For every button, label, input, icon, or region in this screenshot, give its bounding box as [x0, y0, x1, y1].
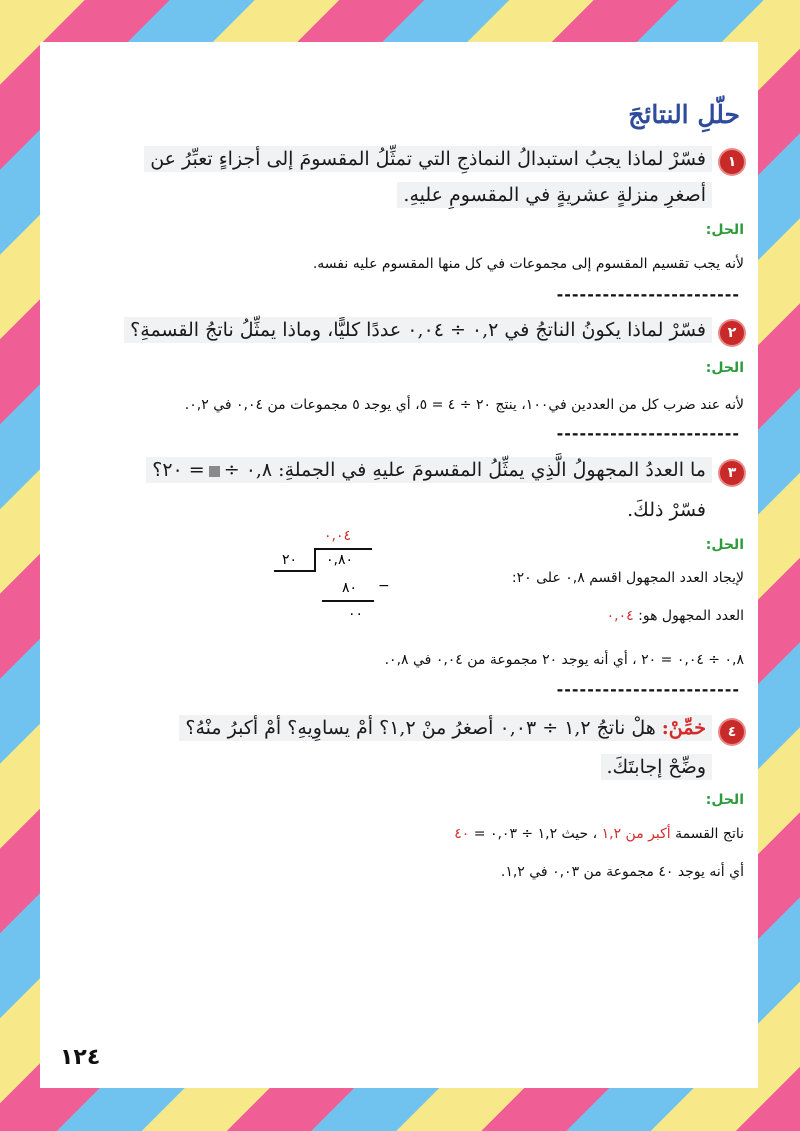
separator-1: ------------------------ [556, 285, 740, 304]
division-minus: − [378, 578, 390, 594]
question-1-line-2: أصغرِ منزلةٍ عشريةٍ في المقسومِ عليهِ. [397, 182, 712, 208]
division-remainder: ٠٠ [348, 606, 364, 622]
unknown-value: ٠,٠٤ [606, 608, 634, 624]
question-3-unknown-line [607, 608, 744, 624]
long-division [268, 530, 398, 630]
question-3-text-a: ما العددُ المجهولُ الَّذِي يمثِّلُ المقسومَ عليهِ في الجملةِ: ٠,٨ ÷ [223, 459, 706, 481]
question-4-text: هلْ ناتجُ ١,٢ ÷ ٠,٠٣ أصغرُ منْ ١,٢؟ أمْ يساوِيهِ؟ أمْ أكبرُ منْهُ؟ [185, 717, 656, 739]
question-4-line-1 [179, 715, 712, 741]
answer-1-part-b: أكبر من ١,٢ [601, 826, 671, 842]
question-3-line-1 [146, 457, 712, 483]
question-2-line-1: فسّرْ لماذا يكونُ الناتجُ في ٠,٢ ÷ ٠,٠٤ عددًا كليًّا، وماذا يمثِّلُ ناتجُ القسمةِ؟ [124, 317, 712, 343]
question-3-find-text: لإيجاد العدد المجهول اقسم ٠,٨ على ٢٠: [511, 570, 744, 586]
question-3-text-b: = ٢٠؟ [152, 459, 205, 481]
division-bar [316, 548, 372, 550]
divisor-underline [274, 570, 316, 572]
question-4-number: ٤ [720, 720, 744, 744]
question-1-line-1: فسّرْ لماذا يجبُ استبدالُ النماذجِ التي تمثِّلُ المقسومَ إلى أجزاءٍ تعبِّرُ عن [144, 146, 712, 172]
separator-3: ------------------------ [556, 680, 740, 699]
question-4-answer-1 [454, 826, 744, 842]
division-subtract: ٨٠ [342, 580, 358, 596]
question-1-answer: لأنه يجب تقسيم المقسوم إلى مجموعات في كل منها المقسوم عليه نفسه. [312, 256, 744, 272]
question-2-number: ٢ [720, 321, 744, 345]
unknown-square-icon [209, 466, 220, 477]
page-number: ١٢٤ [60, 1045, 101, 1070]
unknown-label: العدد المجهول هو: [638, 608, 744, 624]
question-1-number: ١ [720, 150, 744, 174]
answer-1-part-c: ، حيث ١,٢ ÷ ٠,٠٣ = [473, 826, 598, 842]
question-4-answer-2: أي أنه يوجد ٤٠ مجموعة من ٠,٠٣ في ١,٢. [500, 864, 744, 880]
answer-1-part-d: ٤٠ [454, 826, 470, 842]
division-divisor: ٢٠ [282, 552, 298, 568]
question-2-solution-label: الحل: [705, 360, 744, 376]
separator-2: ------------------------ [556, 424, 740, 443]
division-quotient: ٠,٠٤ [324, 528, 352, 544]
question-4-solution-label: الحل: [705, 792, 744, 808]
answer-1-part-a: ناتج القسمة [675, 826, 744, 842]
section-title: حلّلِ النتائجَ [628, 100, 740, 129]
page-sheet [40, 42, 758, 1088]
subtraction-line [322, 600, 374, 602]
division-dividend: ٠,٨٠ [326, 552, 354, 568]
question-3-line-2: فسّرْ ذلكَ. [627, 499, 706, 521]
question-2-answer: لأنه عند ضرب كل من العددين في١٠٠، ينتج ٢٠ ÷ ٤ = ٥، أي يوجد ٥ مجموعات من ٠,٠٤ في ٠,٢. [184, 397, 744, 413]
guess-keyword: خمِّنْ: [661, 717, 706, 739]
question-3-solution-label: الحل: [705, 537, 744, 553]
question-1-solution-label: الحل: [705, 222, 744, 238]
question-3-check: ٠,٨ ÷ ٠,٠٤ = ٢٠ ، أي أنه يوجد ٢٠ مجموعة من ٠,٠٤ في ٠,٨. [384, 652, 744, 668]
question-4-line-2: وضِّحْ إجابتَكَ. [601, 754, 713, 780]
division-bracket [314, 548, 316, 570]
question-3-number: ٣ [720, 461, 744, 485]
